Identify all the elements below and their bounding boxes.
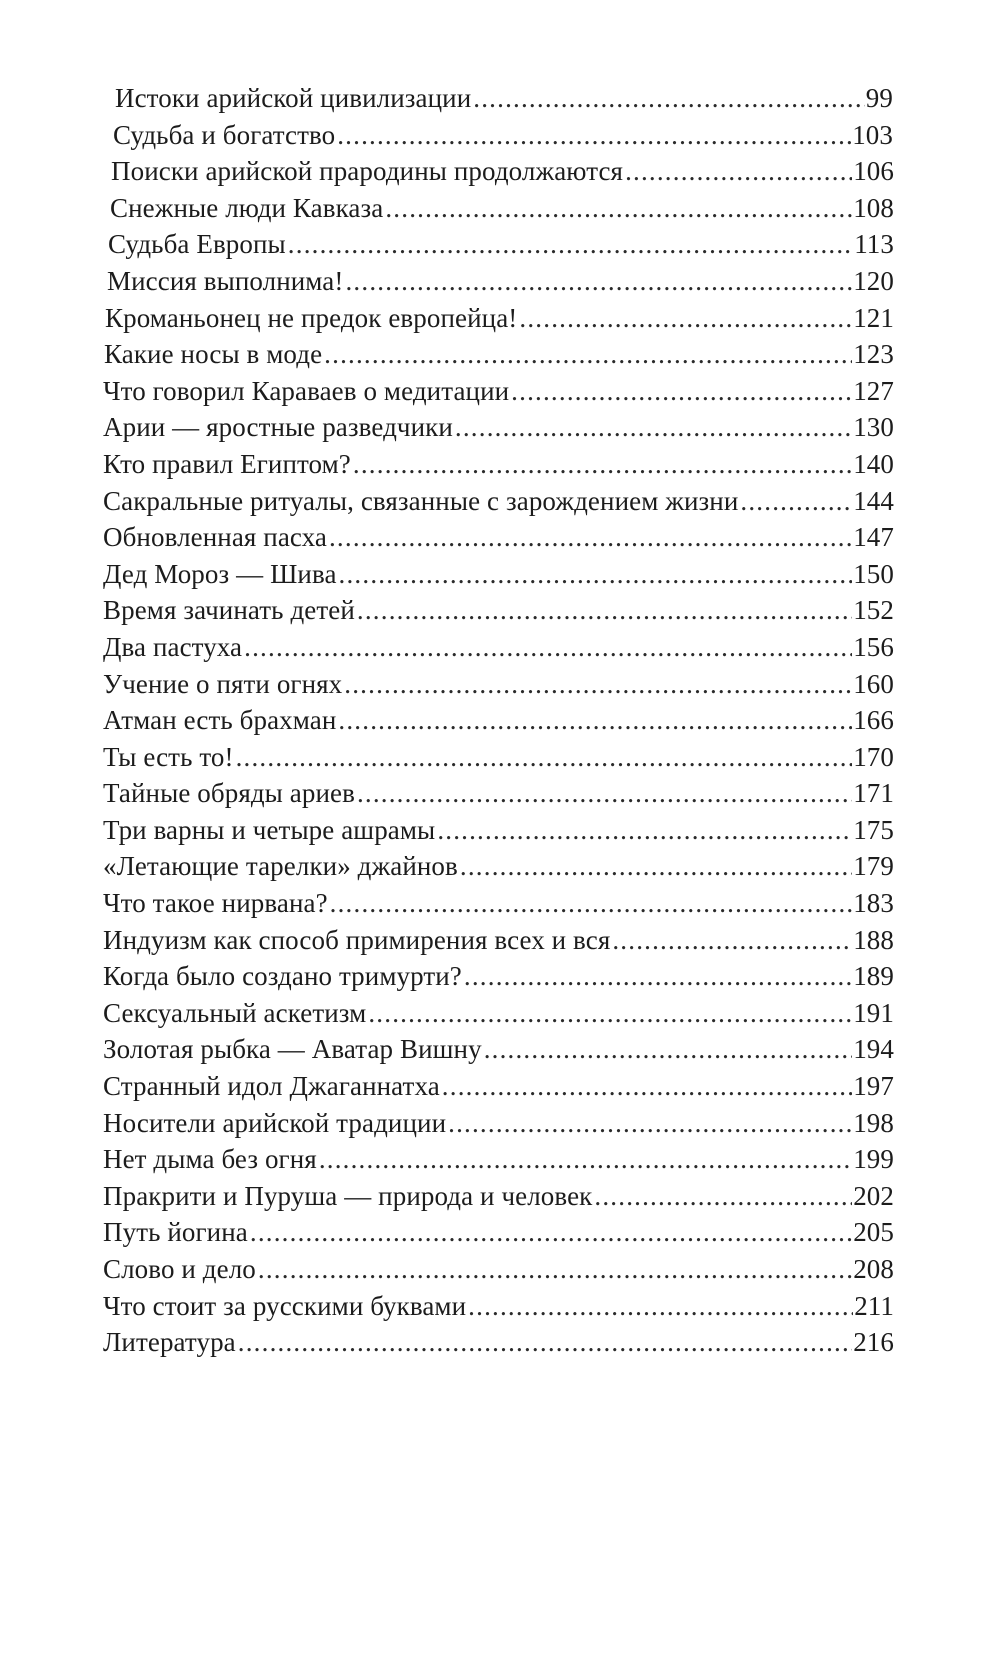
toc-dot-leader [484,1031,853,1068]
toc-dot-leader [236,739,853,776]
toc-dot-leader [437,812,852,849]
toc-dot-leader [357,592,852,629]
toc-entry-title: Кроманьонец не предок европейца! [105,302,518,333]
toc-entry [0,702,1000,739]
toc-entry-title: Слово и дело [103,1254,256,1284]
toc-entry-page: 183 [853,888,894,919]
toc-entry [0,153,1000,190]
toc-entry-title: Время зачинать детей [103,595,355,626]
toc-entry [0,336,1000,373]
toc-entry-page: 160 [853,668,894,699]
toc-entry-page: 127 [853,375,894,406]
toc-entry [0,1288,1000,1325]
toc-entry-page: 123 [853,339,894,370]
toc-entry-page: 120 [853,265,894,296]
toc-entry-title: Литература [103,1327,236,1358]
toc-entry-page: 140 [853,448,894,479]
toc-entry [0,300,1000,337]
toc-dot-leader [519,300,852,337]
toc-entry [0,446,1000,483]
toc-entry-title: Что говорил Караваев о медитации [103,375,510,406]
toc-entry-title: Сексуальный аскетизм [103,997,367,1028]
toc-entry-page: 208 [853,1254,894,1284]
toc-entry-page: 171 [853,778,894,809]
toc-entry [0,1031,1000,1068]
toc-entry [0,1251,1000,1288]
toc-dot-leader [345,263,852,300]
toc-entry-title: Поиски арийской прародины продолжаются [111,156,624,187]
toc-entry-title: Сакральные ритуалы, связанные с зарождением жизни [103,485,739,516]
toc-entry-page: 150 [853,558,894,589]
toc-entry [0,117,1000,154]
toc-entry-page: 199 [853,1144,894,1175]
toc-entry-page: 156 [853,631,894,662]
toc-entry-title: Что такое нирвана? [103,888,328,919]
toc-entry [0,629,1000,666]
toc-dot-leader [244,629,852,666]
toc-entry-page: 170 [853,741,894,772]
toc-entry-title: Кто правил Египтом? [103,448,351,479]
toc-entry-page: 99 [865,83,893,113]
toc-entry-title: «Летающие тарелки» джайнов [103,851,458,882]
toc-entry-title: Учение о пяти огнях [103,668,343,699]
toc-entry [0,556,1000,593]
toc-entry-page: 152 [853,595,894,626]
toc-dot-leader [473,80,865,117]
toc-entry [0,922,1000,959]
toc-entry-page: 202 [853,1180,894,1211]
toc-entry-page: 189 [853,961,894,992]
toc-entry-title: Индуизм как способ примирения всех и вся [103,924,611,955]
toc-dot-leader [368,995,852,1032]
toc-entry [0,775,1000,812]
toc-entry [0,1214,1000,1251]
toc-entry [0,958,1000,995]
toc-dot-leader [442,1068,852,1105]
toc-entry [0,995,1000,1032]
toc-entry [0,848,1000,885]
toc-entry-page: 197 [853,1071,894,1102]
toc-entry-title: Путь йогина [103,1217,248,1248]
toc-dot-leader [339,556,853,593]
toc-dot-leader [329,519,852,556]
toc-entry [0,1105,1000,1142]
toc-dot-leader [612,922,852,959]
toc-entry-title: Обновленная пасха [103,522,327,553]
toc-entry-title: Снежные люди Кавказа [110,192,384,223]
toc-entry-title: Миссия выполнима! [107,265,344,296]
toc-dot-leader [337,117,851,154]
toc-entry-title: Арии — яростные разведчики [103,412,453,443]
toc-entry-title: Когда было создано тримурти? [103,961,462,992]
toc-entry-title: Ты есть то! [103,741,234,772]
toc-entry-title: Странный идол Джаганнатха [103,1071,440,1102]
toc-entry [0,190,1000,227]
toc-dot-leader [448,1105,852,1142]
toc-entry [0,1141,1000,1178]
toc-entry [0,80,1000,117]
toc-dot-leader [460,848,852,885]
toc-entry-title: Судьба Европы [108,229,286,260]
toc-entry-page: 108 [853,192,894,223]
toc-dot-leader [455,409,852,446]
toc-entry [0,226,1000,263]
toc-dot-leader [740,483,852,520]
toc-entry-title: Три варны и четыре ашрамы [103,814,436,845]
toc-entry [0,373,1000,410]
toc-entry [0,812,1000,849]
toc-entry-page: 166 [853,705,894,736]
toc-entry [0,483,1000,520]
toc-dot-leader [250,1214,852,1251]
toc-entry-title: Что стоит за русскими буквами [103,1290,467,1321]
toc-entry-page: 175 [853,814,894,845]
toc-dot-leader [357,775,852,812]
toc-entry-title: Два пастуха [103,631,243,662]
toc-dot-leader [353,446,852,483]
toc-entry [0,885,1000,922]
toc-entry-page: 191 [853,997,894,1028]
toc-dot-leader [625,153,852,190]
toc-entry-page: 216 [853,1327,894,1358]
toc-entry-page: 194 [853,1034,894,1065]
toc-dot-leader [288,226,853,263]
toc-entry-page: 144 [853,485,894,516]
toc-entry [0,592,1000,629]
toc-dot-leader [319,1141,852,1178]
toc-dot-leader [338,702,852,739]
toc-entry-page: 179 [853,851,894,882]
toc-entry [0,519,1000,556]
toc-entry-page: 188 [853,924,894,955]
toc-entry [0,666,1000,703]
toc-entry-title: Судьба и богатство [113,119,336,150]
toc-entry-title: Золотая рыбка — Аватар Вишну [103,1034,482,1065]
toc-entry-page: 113 [854,229,894,260]
toc-entry-title: Нет дыма без огня [103,1144,317,1175]
toc-entry-page: 106 [853,156,894,187]
toc-entry-title: Какие носы в моде [104,339,323,370]
toc-entry [0,1178,1000,1215]
toc-entry-title: Дед Мороз — Шива [103,558,337,589]
toc-entry [0,1324,1000,1361]
toc-entry [0,1068,1000,1105]
toc-dot-leader [324,336,852,373]
toc-dot-leader [330,885,853,922]
toc-dot-leader [238,1324,852,1361]
toc-entry-page: 211 [854,1290,894,1321]
toc-entry-title: Истоки арийской цивилизации [115,83,472,113]
toc-entry-page: 198 [853,1107,894,1138]
toc-entry-page: 130 [853,412,894,443]
toc-dot-leader [344,666,852,703]
toc-entry [0,263,1000,300]
toc-entry-page: 121 [853,302,894,333]
toc-entry-title: Тайные обряды ариев [103,778,355,809]
toc-dot-leader [594,1178,852,1215]
toc-dot-leader [464,958,852,995]
toc-dot-leader [385,190,852,227]
toc-entry-page: 103 [852,119,893,150]
toc-dot-leader [468,1288,853,1325]
toc-entry-page: 205 [853,1217,894,1248]
toc-entry-title: Атман есть брахман [103,705,337,736]
toc-entry-page: 147 [853,522,894,553]
toc-entry-title: Носители арийской традиции [103,1107,447,1138]
table-of-contents [0,80,1000,1361]
toc-dot-leader [258,1251,852,1288]
toc-entry [0,409,1000,446]
toc-dot-leader [511,373,852,410]
toc-entry [0,739,1000,776]
toc-entry-title: Пракрити и Пуруша — природа и человек [103,1180,593,1211]
